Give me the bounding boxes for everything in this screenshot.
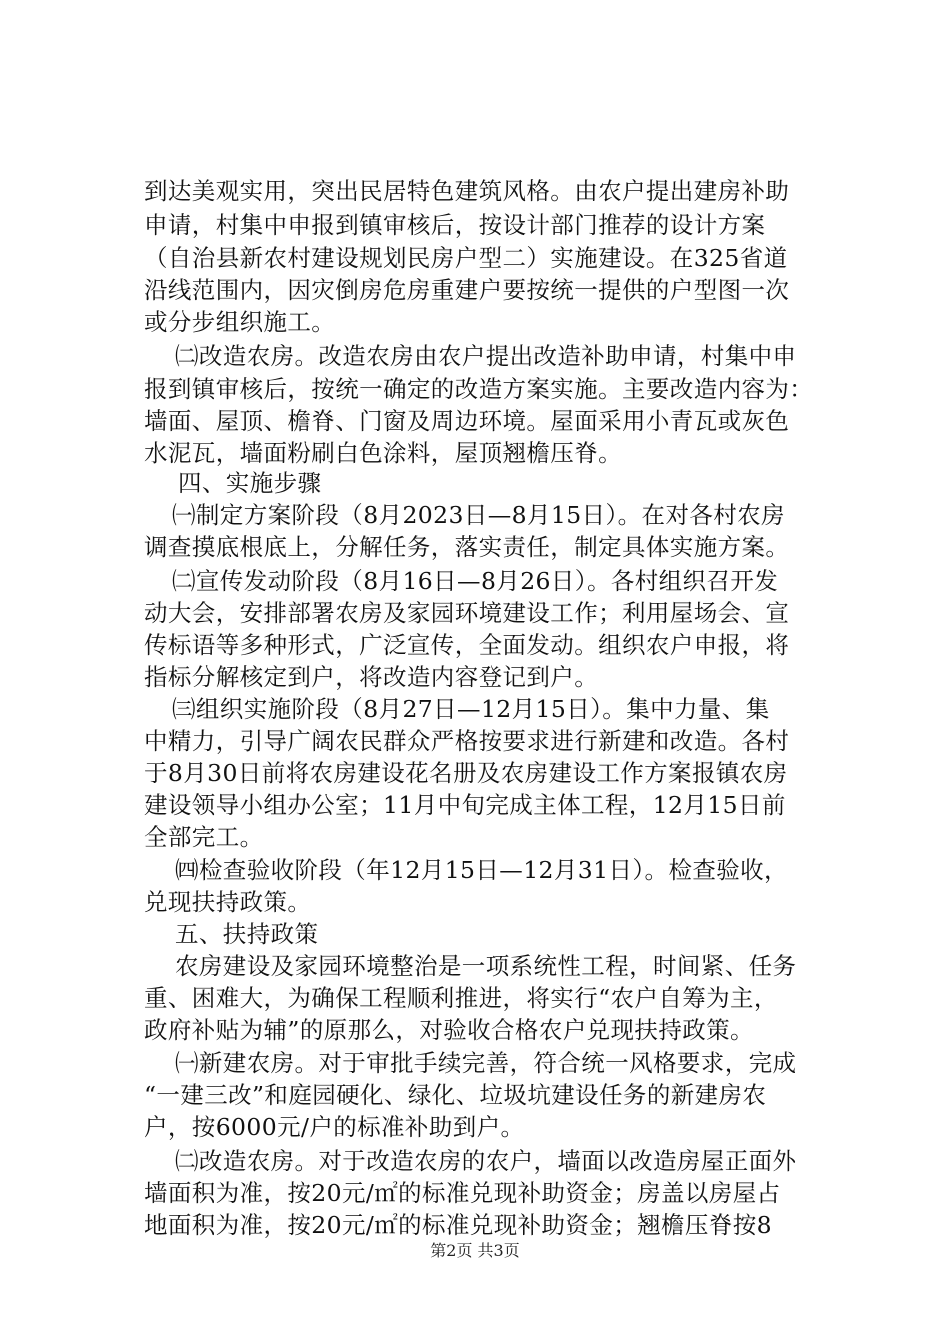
paragraph-line: 政府补贴为辅”的原那么，对验收合格农户兑现扶持政策。: [144, 1016, 754, 1044]
paragraph-line: ㈡改造农房。改造农房由农户提出改造补助申请，村集中申: [175, 342, 797, 370]
paragraph-line: 全部完工。: [144, 823, 264, 851]
paragraph-line: ㈡改造农房。对于改造农房的农户，墙面以改造房屋正面外: [175, 1147, 797, 1175]
paragraph-line: 动大会，安排部署农房及家园环境建设工作；利用屋场会、宣: [144, 599, 790, 627]
paragraph-line: 地面积为准，按20元/㎡的标准兑现补助资金；翘檐压脊按8: [144, 1211, 772, 1239]
paragraph-line: 建设领导小组办公室；11月中旬完成主体工程，12月15日前: [144, 791, 786, 819]
paragraph-line: 到达美观实用，突出民居特色建筑风格。由农户提出建房补助: [144, 177, 790, 205]
paragraph-line: ㈡宣传发动阶段（8月16日—8月26日）。各村组织召开发: [172, 567, 779, 595]
paragraph-line: 水泥瓦，墙面粉刷白色涂料，屋顶翘檐压脊。: [144, 439, 622, 467]
paragraph-line: 户，按6000元/户的标准补助到户。: [144, 1113, 525, 1141]
paragraph-line: （自治县新农村建设规划民房户型二）实施建设。在325省道: [144, 244, 788, 272]
page-footer: 第2页 共3页: [430, 1241, 520, 1260]
paragraph-line: 中精力，引导广阔农民群众严格按要求进行新建和改造。各村: [144, 727, 790, 755]
paragraph-line: 指标分解核定到户，将改造内容登记到户。: [144, 663, 599, 691]
paragraph-line: ㈠制定方案阶段（8月2023日—8月15日）。在对各村农房: [172, 501, 785, 529]
paragraph-line: ㈢组织实施阶段（8月27日—12月15日）。集中力量、集: [172, 695, 770, 723]
paragraph-line: 农房建设及家园环境整治是一项系统性工程，时间紧、任务: [175, 952, 797, 980]
paragraph-line: 兑现扶持政策。: [144, 888, 312, 916]
paragraph-line: 墙面积为准，按20元/㎡的标准兑现补助资金；房盖以房屋占: [144, 1179, 781, 1207]
paragraph-line: 四、实施步骤: [178, 469, 322, 497]
paragraph-line: 墙面、屋顶、檐脊、门窗及周边环境。屋面采用小青瓦或灰色: [144, 407, 790, 435]
paragraph-line: 重、困难大，为确保工程顺利推进，将实行“农户自筹为主，: [144, 984, 778, 1012]
paragraph-line: “一建三改”和庭园硬化、绿化、垃圾坑建设任务的新建房农: [144, 1081, 767, 1109]
paragraph-line: ㈠新建农房。对于审批手续完善，符合统一风格要求，完成: [175, 1049, 797, 1077]
paragraph-line: 或分步组织施工。: [144, 308, 336, 336]
paragraph-line: 五、扶持政策: [175, 920, 319, 948]
paragraph-line: 沿线范围内，因灾倒房危房重建户要按统一提供的户型图一次: [144, 276, 790, 304]
paragraph-line: 调查摸底根底上，分解任务，落实责任，制定具体实施方案。: [144, 533, 790, 561]
paragraph-line: ㈣检查验收阶段（年12月15日—12月31日）。检查验收，: [175, 856, 788, 884]
paragraph-line: 报到镇审核后，按统一确定的改造方案实施。主要改造内容为：: [144, 375, 814, 403]
paragraph-line: 申请，村集中申报到镇审核后，按设计部门推荐的设计方案: [144, 211, 766, 239]
paragraph-line: 于8月30日前将农房建设花名册及农房建设工作方案报镇农房: [144, 759, 788, 787]
paragraph-line: 传标语等多种形式，广泛宣传，全面发动。组织农户申报，将: [144, 631, 790, 659]
